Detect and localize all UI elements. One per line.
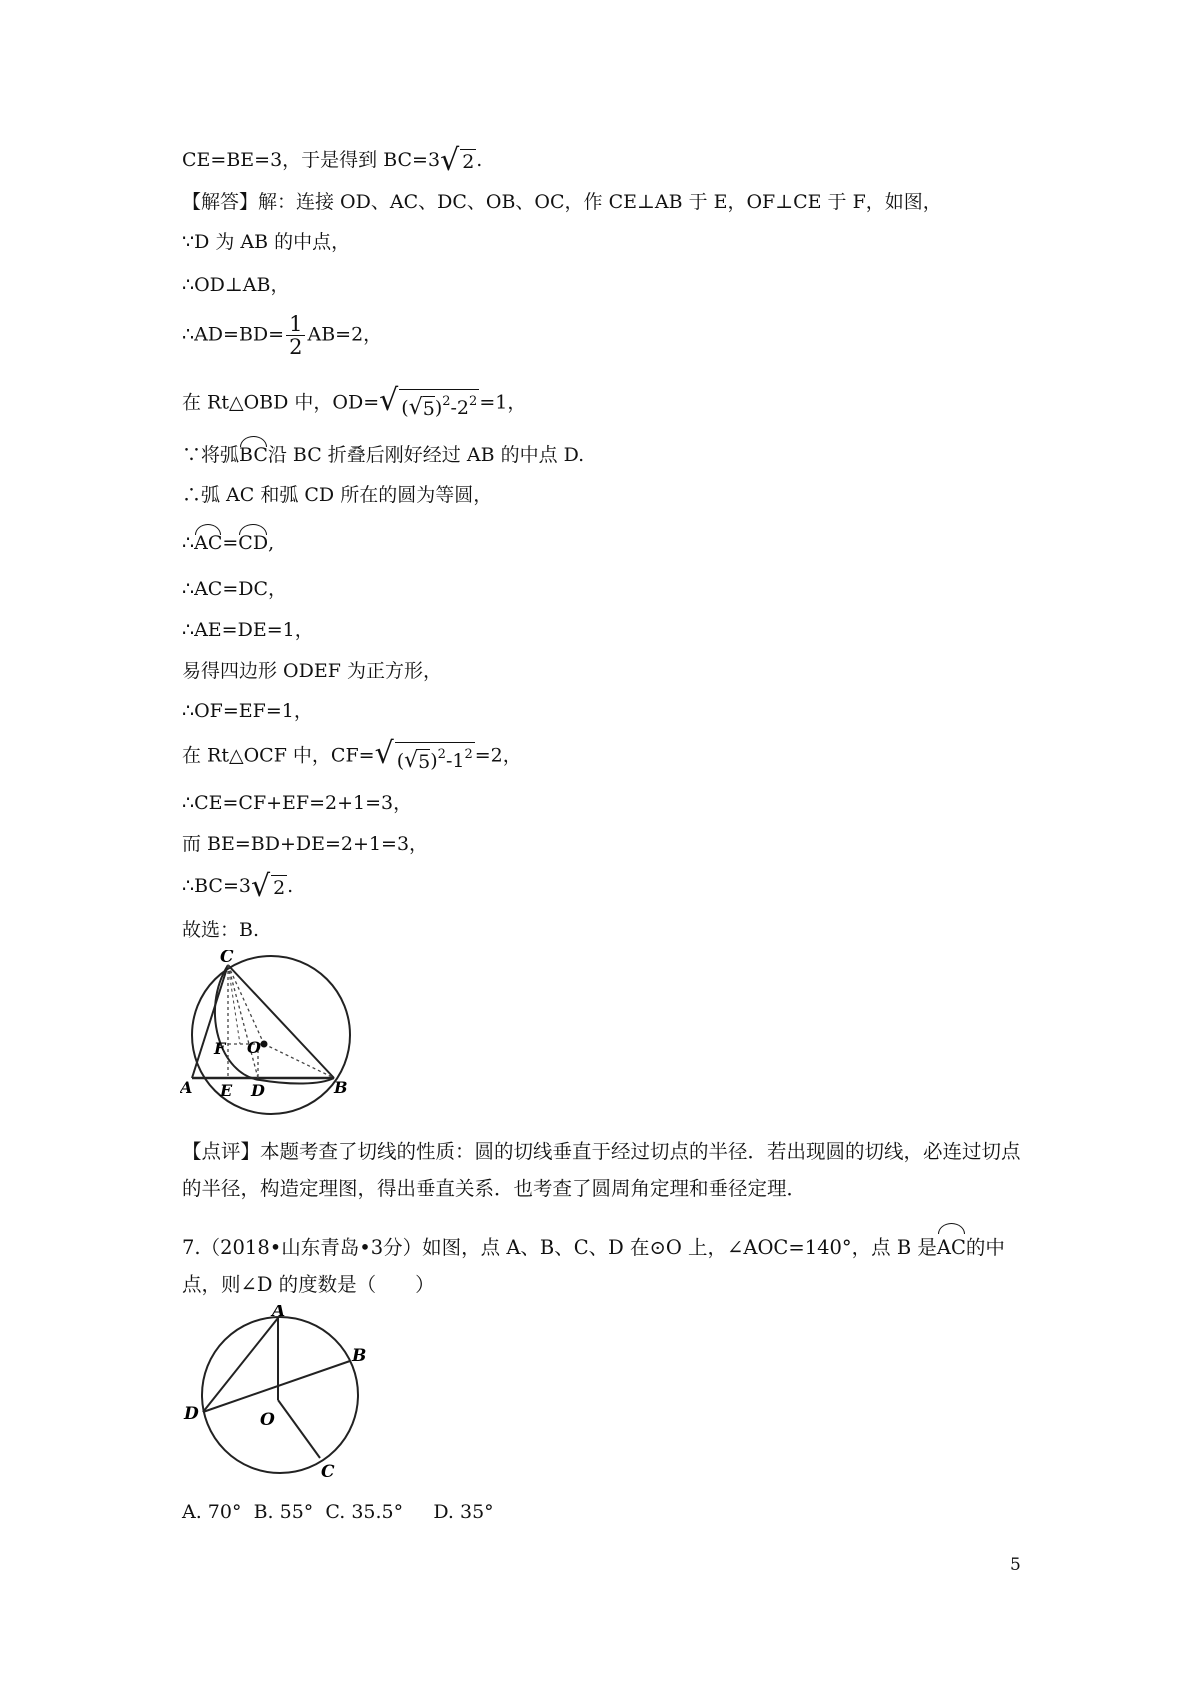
solution-line-1: CE=BE=3，于是得到 BC=3 √ 2 . (182, 143, 483, 178)
arc-notation: BC (239, 436, 268, 468)
solution-line-4: ∴OD⊥AB， (182, 274, 290, 296)
option-d: D. 35° (433, 1501, 494, 1523)
chord-ca (192, 965, 228, 1078)
solution-line-14: 在 Rt△OCF 中，CF= √ ( √ 5 )$^2-1^2$ =2， (182, 736, 522, 773)
solution-line-11: ∴AE=DE=1， (182, 619, 314, 641)
page-number: 5 (1010, 1555, 1021, 1575)
label-c: C (220, 950, 234, 967)
chord-da (203, 1318, 278, 1412)
sqrt: √ 2 (250, 869, 286, 904)
solution-line-8: ∴弧 AC 和弧 CD 所在的圆为等圆， (182, 484, 493, 506)
circle-o (202, 1317, 358, 1473)
fraction: $\frac{1}{2}$ (286, 313, 305, 358)
solution-line-15: ∴CE=CF+EF=2+1=3， (182, 792, 413, 814)
label-b: B (334, 1078, 348, 1097)
label-a: A (180, 1078, 193, 1097)
label-e: E (220, 1081, 233, 1100)
chord-cb (228, 965, 334, 1078)
segment-co (228, 965, 264, 1044)
solution-line-6: 在 Rt△OBD 中，OD= √ ( √ 5 )$^2-2^2$ =1， (182, 383, 527, 420)
center-point (261, 1041, 268, 1048)
arc-notation: AC (194, 524, 222, 556)
solution-line-2: 【解答】解：连接 OD、AC、DC、OB、OC，作 CE⊥AB 于 E，OF⊥CE 于 F，如图， (182, 191, 942, 213)
label-d: D (251, 1081, 265, 1100)
label-o: O (247, 1038, 261, 1057)
solution-line-18: 故选：B. (182, 919, 260, 941)
circumcircle (192, 956, 350, 1114)
solution-line-7: ∵将弧BC沿 BC 折叠后刚好经过 AB 的中点 D. (182, 436, 584, 468)
segment-ob (264, 1044, 334, 1078)
arc-notation: AC (937, 1223, 966, 1266)
text: CE=BE=3，于是得到 BC=3 (182, 149, 441, 171)
option-b: B. 55° (253, 1501, 314, 1523)
solution-line-17: ∴BC=3 √ 2 . (182, 869, 294, 904)
label-f: F (214, 1039, 226, 1058)
solution-line-12: 易得四边形 ODEF 为正方形， (182, 660, 442, 682)
label-a: A (272, 1305, 286, 1321)
sqrt: √ ( √ 5 )$^2-1^2$ (374, 736, 473, 773)
label-c: C (321, 1462, 335, 1482)
geometry-figure-1 (180, 950, 360, 1120)
answer-options (182, 1499, 494, 1525)
solution-line-16: 而 BE=BD+DE=2+1=3， (182, 833, 429, 855)
chord-db (203, 1361, 350, 1412)
label-d: D (184, 1404, 199, 1424)
question-7: 7.（2018•山东青岛•3分）如图，点 A、B、C、D 在⊙O 上，∠AOC=140°，点 B 是AC的中点，则∠D 的度数是（ ） (182, 1223, 1022, 1303)
solution-line-13: ∴OF=EF=1， (182, 700, 313, 722)
geometry-figure-2 (180, 1305, 380, 1485)
solution-line-10: ∴AC=DC， (182, 578, 288, 600)
solution-line-3: ∵D 为 AB 的中点， (182, 231, 351, 253)
comment-paragraph: 【点评】本题考查了切线的性质：圆的切线垂直于经过切点的半径．若出现圆的切线，必连过切点的半径，构造定理图，得出垂直关系．也考查了圆周角定理和垂径定理． (182, 1140, 1021, 1200)
radius-oc (278, 1400, 320, 1458)
option-a: A. 70° (182, 1501, 242, 1523)
label-b: B (352, 1346, 367, 1366)
sqrt: √ 2 (440, 143, 475, 178)
solution-line-5: ∴AD=BD= $\frac{1}{2}$ AB=2， (182, 312, 383, 359)
solution-line-9: ∴AC=CD, (182, 524, 274, 556)
label-o: O (260, 1410, 275, 1430)
sqrt: √ ( √ 5 )$^2-2^2$ (379, 383, 478, 420)
arc-notation: CD (238, 524, 268, 556)
option-c: C. 35.5° (325, 1501, 404, 1523)
